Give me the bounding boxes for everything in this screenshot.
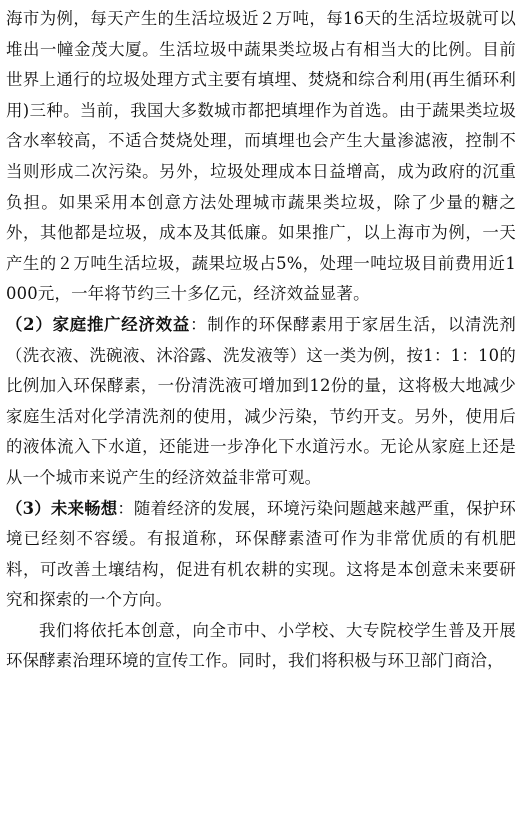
paragraph-text: ：随着经济的发展，环境污染问题越来越严重，保护环境已经刻不容缓。有报道称，环保酵素渣可作为非常优质的有机肥料，可改善土壤结构，促进有机农耕的实现。这将是本创意未来要研究和探索的一个方向。 (6, 498, 516, 610)
paragraph-text: ：制作的环保酵素用于家居生活，以清洗剂（洗衣液、洗碗液、沐浴露、洗发液等）这一类为例，按1：1：10的比例加入环保酵素，一份清洗液可增加到12份的量，这将极大地减少家庭生活对化学清洗剂的使用，减少污染，节约开支。另外，使用后的液体流入下水道，还能进一步净化下水道污水。无论从家庭上还是从一个城市来说产生的经济效益非常可观。 (6, 314, 516, 487)
paragraph-promotion-plan (6, 616, 516, 677)
section-heading-household: （2）家庭推广经济效益 (6, 314, 191, 334)
paragraph-future-outlook (6, 494, 516, 616)
document-page (6, 4, 516, 677)
paragraph-text: 海市为例，每天产生的生活垃圾近２万吨，每16天的生活垃圾就可以堆出一幢金茂大厦。生活垃圾中蔬果类垃圾占有相当大的比例。目前世界上通行的垃圾处理方式主要有填埋、焚烧和综合利用(再生循环利用)三种。当前，我国大多数城市都把填埋作为首选。由于蔬果类垃圾含水率较高，不适合焚烧处理，而填埋也会产生大量渗滤液，控制不当则形成二次污染。另外，垃圾处理成本日益增高，成为政府的沉重负担。如果采用本创意方法处理城市蔬果类垃圾，除了少量的糖之外，其他都是垃圾，成本及其低廉。如果推广，以上海市为例，一天产生的２万吨生活垃圾，蔬果垃圾占5%，处理一吨垃圾目前费用近1000元，一年将节约三十多亿元，经济效益显著。 (6, 9, 516, 304)
paragraph-household-benefit (6, 310, 516, 494)
section-heading-future: （3）未来畅想 (6, 498, 118, 518)
paragraph-text: 我们将依托本创意，向全市中、小学校、大专院校学生普及开展环保酵素治理环境的宣传工作。同时，我们将积极与环卫部门商洽， (6, 620, 516, 671)
paragraph-economic-benefit-city (6, 4, 516, 310)
